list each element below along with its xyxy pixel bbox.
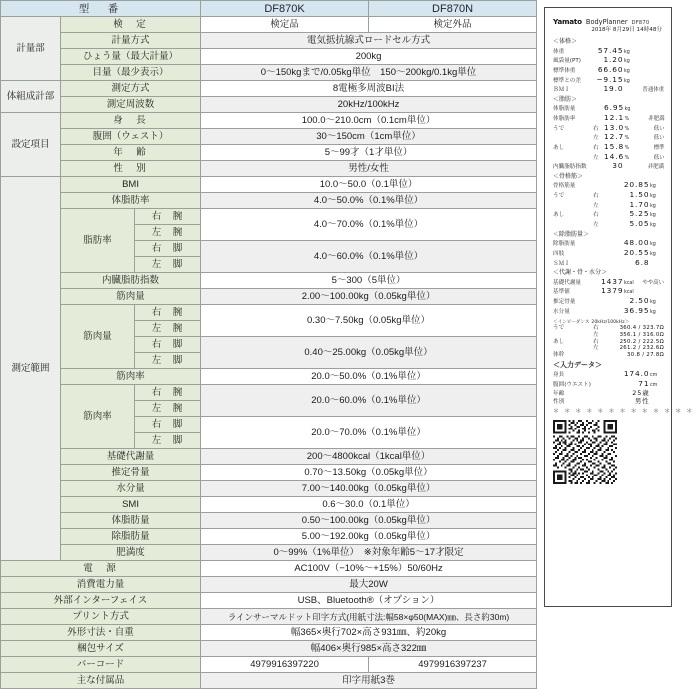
metric-value: −9.15 <box>596 74 624 84</box>
list-item <box>553 333 664 339</box>
metric-eval: 低い <box>653 135 665 142</box>
row-value-leg: 4.0〜60.0%（0.1%単位） <box>201 241 537 273</box>
metric-value: 1437 <box>601 276 624 286</box>
table-row <box>1 497 537 513</box>
row-label: 消費電力量 <box>1 577 201 593</box>
row-label: 体脂肪率 <box>61 193 201 209</box>
metric-value: 36.95 <box>623 305 650 315</box>
brand-logo: Yamato <box>553 17 582 26</box>
row-label: 筋肉量 <box>61 289 201 305</box>
metric-value: 30 <box>612 161 624 171</box>
row-value: 印字用紙3巻 <box>201 673 537 689</box>
metric-side: 右 <box>593 193 599 200</box>
row-value: 幅365×奥行702×高さ931㎜、約20kg <box>201 625 537 641</box>
metric-unit: kg <box>650 223 656 229</box>
row-value: 電気抵抗線式ロードセル方式 <box>201 33 537 49</box>
row-label: 性 別 <box>61 161 201 177</box>
group-settings: 設定項目 <box>1 113 61 177</box>
metric-label: 四肢 <box>553 250 565 257</box>
group-body-composition: 体組成計部 <box>1 81 61 113</box>
metric-value: 57.45 <box>597 45 624 55</box>
row-label: 測定周波数 <box>61 97 201 113</box>
row-label: 内臓脂肪指数 <box>61 273 201 289</box>
list-item <box>553 133 664 142</box>
metric-value: 1379 <box>601 286 624 296</box>
metric-eval: やや高い <box>642 279 664 286</box>
metric-value: 356.1 / 316.0Ω <box>619 332 664 339</box>
row-value: 0〜150kgまで/0.05kg単位 150〜200kg/0.1kg単位 <box>201 65 537 81</box>
metric-label: 推定骨量 <box>553 299 576 306</box>
sublabel-left-arm: 左 腕 <box>135 321 201 337</box>
metric-value: 25歳 <box>632 388 650 397</box>
metric-eval: 低い <box>653 154 665 161</box>
metric-label: 腹囲(ウエスト) <box>553 381 591 388</box>
row-label: ひょう量（最大計量） <box>61 49 201 65</box>
metric-label: ＢＭＩ <box>553 87 570 94</box>
row-value: 5.00〜192.00kg（0.05kg単位） <box>201 529 537 545</box>
metric-side: 右 <box>593 125 599 132</box>
metric-side: 左 <box>593 222 599 229</box>
metric-side: 右 <box>593 338 599 345</box>
row-value: 20kHz/100kHz <box>201 97 537 113</box>
table-row <box>1 49 537 65</box>
sublabel-left-arm: 左 腕 <box>135 401 201 417</box>
list-item <box>553 124 664 133</box>
sublabel-left-arm: 左 腕 <box>135 225 201 241</box>
metric-value: 5.25 <box>629 209 650 219</box>
row-value: 5〜99才（1才単位） <box>201 145 537 161</box>
metric-label: うで <box>553 193 565 200</box>
metric-value: 1.50 <box>629 190 650 200</box>
metric-label: 体幹 <box>553 352 565 358</box>
metric-unit: kg <box>650 242 656 248</box>
list-item <box>553 201 664 210</box>
metric-value: 13.0 <box>604 122 625 132</box>
row-value-arm: 4.0〜70.0%（0.1%単位） <box>201 209 537 241</box>
table-row <box>1 145 537 161</box>
row-value-n: 検定外品 <box>369 17 537 33</box>
list-item <box>553 191 664 200</box>
table-row <box>1 33 537 49</box>
table-row <box>1 561 537 577</box>
table-row <box>1 161 537 177</box>
metric-value: 250.2 / 222.5Ω <box>619 338 664 345</box>
sublabel-left-leg: 左 脚 <box>135 353 201 369</box>
metric-label: 基礎代謝量 <box>553 279 581 286</box>
row-value: ラインサーマルドット印字方式(用紙寸法:幅58×φ50(MAX)㎜、長さ約30m) <box>201 609 537 625</box>
table-row <box>1 513 537 529</box>
table-row <box>1 545 537 561</box>
row-value: 200〜4800kcal（1kcal単位） <box>201 449 537 465</box>
metric-value: 174.0 <box>623 369 650 379</box>
metric-label: 風袋量(PT) <box>553 58 581 65</box>
metric-label: うで <box>553 125 565 132</box>
row-label: 除脂肪量 <box>61 529 201 545</box>
header-model-df870n: DF870N <box>369 1 537 17</box>
metric-value: 14.6 <box>604 151 625 161</box>
metric-side: 右 <box>593 145 599 152</box>
row-label: 主な付属品 <box>1 673 201 689</box>
table-row <box>1 465 537 481</box>
section-title-skeletal-muscle: ＜骨格筋＞ <box>553 173 584 181</box>
row-value-k: 4979916397220 <box>201 657 369 673</box>
metric-value: 2.50 <box>629 296 650 306</box>
row-value: 4.0〜50.0%（0.1%単位） <box>201 193 537 209</box>
separator-line: ＊ ＊ ＊ ＊ ＊ ＊ ＊ ＊ ＊ ＊ ＊ ＊ ＊ <box>553 408 694 416</box>
row-value: 男性/女性 <box>201 161 537 177</box>
section-title-input-data: ＜入力データ＞ <box>553 360 602 369</box>
table-row <box>1 657 537 673</box>
section-title-fat-free-mass: ＜除脂肪量＞ <box>553 230 590 238</box>
metric-label: あし <box>553 145 565 152</box>
metric-unit: % <box>624 126 630 132</box>
impedance-title: ＜インピーダンス <box>553 319 590 325</box>
row-value-n: 4979916397237 <box>369 657 537 673</box>
row-label: SMI <box>61 497 201 513</box>
metric-value: 6.95 <box>604 103 625 113</box>
header-model-label: 型 番 <box>1 1 201 17</box>
metric-label: ＳＭＩ <box>553 260 570 267</box>
row-value: USB、Bluetooth®（オプション） <box>201 593 537 609</box>
metric-label: 標準との差 <box>553 77 581 84</box>
sublabel-right-leg: 右 脚 <box>135 241 201 257</box>
measurement-printout <box>544 7 694 607</box>
row-value: 8電極多周波BI法 <box>201 81 537 97</box>
metric-unit: % <box>624 155 630 161</box>
list-item <box>553 56 664 65</box>
list-item <box>553 353 664 359</box>
list-item <box>553 380 664 389</box>
sublabel-right-arm: 右 腕 <box>135 385 201 401</box>
metric-label: 体脂肪量 <box>553 106 576 113</box>
row-label: 基礎代謝量 <box>61 449 201 465</box>
metric-side: 左 <box>593 154 599 161</box>
metric-value: 30.8 / 27.8Ω <box>627 352 664 358</box>
row-label: BMI <box>61 177 201 193</box>
row-value: 2.00〜100.00kg（0.05kg単位） <box>201 289 537 305</box>
table-row <box>1 593 537 609</box>
row-label: 水分量 <box>61 481 201 497</box>
group-measuring: 計量部 <box>1 17 61 81</box>
row-label: 測定方式 <box>61 81 201 97</box>
metric-label: 標準体重 <box>553 67 576 74</box>
sublabel-left-leg: 左 脚 <box>135 257 201 273</box>
row-label: 検 定 <box>61 17 201 33</box>
row-label: 外部インターフェイス <box>1 593 201 609</box>
table-row <box>1 641 537 657</box>
row-label: 腹囲（ウェスト） <box>61 129 201 145</box>
row-label: 電 源 <box>1 561 201 577</box>
metric-value: 20.85 <box>623 180 650 190</box>
row-label: バーコード <box>1 657 201 673</box>
table-header-row <box>1 1 537 17</box>
table-row <box>1 17 537 33</box>
row-value: 5〜300（5単位） <box>201 273 537 289</box>
list-item <box>553 143 664 152</box>
row-value: 200kg <box>201 49 537 65</box>
measurement-datetime: 2018年 8月29日 14時48分 <box>591 27 662 34</box>
metric-side: 左 <box>593 202 599 209</box>
metric-value: 19.0 <box>603 84 624 94</box>
list-item <box>553 287 664 296</box>
list-item <box>553 76 664 85</box>
list-item <box>553 162 664 171</box>
list-item <box>553 153 664 162</box>
table-row <box>1 129 537 145</box>
metric-label: あし <box>553 212 565 219</box>
metric-label: 基準値 <box>553 289 570 296</box>
metric-label: うで <box>553 325 565 332</box>
metric-side: 左 <box>593 135 599 142</box>
metric-unit: kg <box>650 184 656 190</box>
impedance-frequency-note: 20kHz/100kHz＞ <box>591 319 630 325</box>
metric-value: 20.55 <box>623 247 650 257</box>
metric-value: 15.8 <box>604 142 625 152</box>
metric-unit: kg <box>650 300 656 306</box>
row-label: 目量（最少表示） <box>61 65 201 81</box>
sublabel-right-arm: 右 腕 <box>135 209 201 225</box>
metric-unit: cm <box>650 382 658 388</box>
row-value: 幅406×奥行985×高さ322㎜ <box>201 641 537 657</box>
metric-unit: kg <box>624 78 630 84</box>
metric-label: 性別 <box>553 399 565 406</box>
metric-value: 261.2 / 232.6Ω <box>619 345 664 352</box>
metric-unit: % <box>624 136 630 142</box>
metric-side: 左 <box>593 332 599 339</box>
row-label-muscle-rate: 筋肉率 <box>61 385 135 449</box>
metric-label: 除脂肪量 <box>553 241 576 248</box>
metric-side: 左 <box>593 345 599 352</box>
row-label: 計量方式 <box>61 33 201 49</box>
metric-eval: 標準 <box>653 145 665 152</box>
metric-value: 71 <box>638 378 650 388</box>
list-item <box>553 278 664 287</box>
metric-side: 右 <box>593 212 599 219</box>
metric-unit: kg <box>650 251 656 257</box>
table-row <box>1 273 537 289</box>
metric-eval: 非肥満 <box>647 164 664 171</box>
sublabel-left-leg: 左 脚 <box>135 433 201 449</box>
list-item <box>553 47 664 56</box>
table-row <box>1 81 537 97</box>
row-value-leg: 20.0〜70.0%（0.1%単位） <box>201 417 537 449</box>
row-label: 筋肉率 <box>61 369 201 385</box>
section-title-impedance <box>553 319 664 326</box>
product-model: DF870 <box>631 20 650 26</box>
list-item <box>553 210 664 219</box>
row-value: 100.0〜210.0cm（0.1cm単位） <box>201 113 537 129</box>
row-value-arm: 0.30〜7.50kg（0.05kg単位） <box>201 305 537 337</box>
sublabel-right-leg: 右 脚 <box>135 337 201 353</box>
table-row <box>1 193 537 209</box>
list-item <box>553 104 664 113</box>
metric-unit: kg <box>650 309 656 315</box>
row-label: 推定骨量 <box>61 465 201 481</box>
row-value: 30〜150cm（1cm単位） <box>201 129 537 145</box>
printout-header <box>553 18 664 26</box>
table-row <box>1 65 537 81</box>
row-value: 0.50〜100.00kg（0.05kg単位） <box>201 513 537 529</box>
row-value: 最大20W <box>201 577 537 593</box>
row-label-muscle-mass: 筋肉量 <box>61 305 135 369</box>
list-item <box>553 85 664 94</box>
list-item <box>553 370 664 379</box>
row-label: 体脂肪量 <box>61 513 201 529</box>
metric-unit: kg <box>624 49 630 55</box>
row-label: プリント方式 <box>1 609 201 625</box>
table-row <box>1 673 537 689</box>
table-row <box>1 289 537 305</box>
row-label-fat-rate: 脂肪率 <box>61 209 135 273</box>
row-label: 肥満度 <box>61 545 201 561</box>
metric-eval: 普通体重 <box>642 87 664 94</box>
sublabel-right-arm: 右 腕 <box>135 305 201 321</box>
metric-label: 年齢 <box>553 390 565 397</box>
section-title-physique: ＜体格＞ <box>553 38 578 46</box>
metric-unit: kg <box>650 213 656 219</box>
metric-eval: 低い <box>653 125 665 132</box>
metric-unit: kg <box>650 203 656 209</box>
table-row <box>1 113 537 129</box>
row-value: 7.00〜140.00kg（0.05kg単位） <box>201 481 537 497</box>
table-row <box>1 369 537 385</box>
section-title-metabolism: ＜代謝・骨・水分＞ <box>553 269 608 277</box>
list-item <box>553 297 664 306</box>
metric-value: 12.7 <box>604 132 625 142</box>
metric-side: 右 <box>593 325 599 332</box>
metric-label: 内臓脂肪指数 <box>553 164 587 171</box>
table-row <box>1 609 537 625</box>
row-value-k: 検定品 <box>201 17 369 33</box>
metric-value: 360.4 / 323.7Ω <box>619 325 664 332</box>
metric-label: あし <box>553 338 565 345</box>
header-model-df870k: DF870K <box>201 1 369 17</box>
table-row <box>1 305 537 321</box>
metric-unit: % <box>624 117 630 123</box>
table-row <box>1 385 537 401</box>
metric-unit: cm <box>650 373 658 379</box>
section-title-fat: ＜脂肪＞ <box>553 96 578 104</box>
list-item <box>553 239 664 248</box>
row-value-arm: 20.0〜60.0%（0.1%単位） <box>201 385 537 417</box>
metric-unit: kcal <box>624 280 634 286</box>
row-value: AC100V（−10%〜+15%）50/60Hz <box>201 561 537 577</box>
metric-value: 1.20 <box>603 55 624 65</box>
row-value: 0〜99%（1%単位） ※対象年齢5〜17才限定 <box>201 545 537 561</box>
table-row <box>1 529 537 545</box>
metric-unit: kcal <box>624 290 634 296</box>
metric-value: 1.70 <box>629 199 650 209</box>
list-item <box>553 220 664 229</box>
qr-code <box>553 420 617 484</box>
metric-unit: kg <box>624 59 630 65</box>
metric-value: 12.1 <box>604 113 625 123</box>
table-row <box>1 97 537 113</box>
row-label: 年 齢 <box>61 145 201 161</box>
table-row <box>1 577 537 593</box>
row-label: 身 長 <box>61 113 201 129</box>
metric-label: 水分量 <box>553 308 570 315</box>
list-item <box>553 114 664 123</box>
table-row <box>1 481 537 497</box>
metric-value: 5.05 <box>629 219 650 229</box>
row-value: 20.0〜50.0%（0.1%単位） <box>201 369 537 385</box>
metric-value: 48.00 <box>623 238 650 248</box>
metric-label: 骨格筋量 <box>553 183 576 190</box>
row-label: 梱包サイズ <box>1 641 201 657</box>
list-item <box>553 249 664 258</box>
list-item <box>553 398 664 406</box>
metric-unit: kg <box>624 68 630 74</box>
row-value: 10.0〜50.0（0.1単位） <box>201 177 537 193</box>
metric-value: 6.8 <box>635 257 650 267</box>
metric-label: 体重 <box>553 48 565 55</box>
group-measurement-range: 測定範囲 <box>1 177 61 561</box>
metric-value: 男性 <box>634 397 650 406</box>
list-item <box>553 259 664 268</box>
metric-unit: kg <box>624 107 631 113</box>
list-item <box>553 66 664 75</box>
list-item <box>553 307 664 316</box>
row-value-leg: 0.40〜25.00kg（0.05kg単位） <box>201 337 537 369</box>
row-value: 0.6〜30.0（0.1単位） <box>201 497 537 513</box>
metric-unit: kg <box>650 194 656 200</box>
sublabel-right-leg: 右 脚 <box>135 417 201 433</box>
list-item <box>553 181 664 190</box>
metric-label: 身長 <box>553 372 565 379</box>
table-row <box>1 449 537 465</box>
table-row <box>1 209 537 225</box>
metric-label: 体脂肪率 <box>553 116 576 123</box>
table-row <box>1 625 537 641</box>
metric-unit: % <box>624 146 630 152</box>
table-row <box>1 177 537 193</box>
metric-eval: 非肥満 <box>648 116 665 123</box>
row-value: 0.70〜13.50kg（0.05kg単位） <box>201 465 537 481</box>
metric-value: 66.60 <box>597 64 624 74</box>
row-label: 外形寸法・自重 <box>1 625 201 641</box>
product-name: BodyPlanner <box>585 18 628 26</box>
